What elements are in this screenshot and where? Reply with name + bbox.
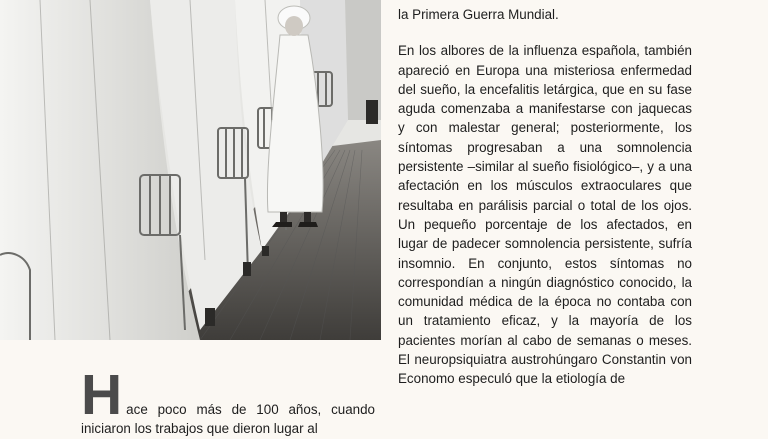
opening-paragraph bbox=[81, 363, 375, 439]
drop-cap: H bbox=[81, 363, 123, 427]
right-text-column bbox=[398, 5, 692, 389]
opening-paragraph-text: ace poco más de 100 años, cuando iniciaron los trabajos que dieron lugar al bbox=[81, 402, 375, 437]
historical-ward-photo bbox=[0, 0, 381, 340]
paragraph-2: En los albores de la influenza española, también apareció en Europa una misteriosa enfermedad del sueño, la encefalitis letárgica, que en su fase aguda comenzaba a manifestarse con jaquecas y con malestar general; posteriormente, los síntomas progresaban a una somnolencia persistente –similar al sueño fisiológico–, y a una afectación en los músculos extraoculares que resultaba en parálisis parcial o total de los ojos. Un pequeño porcentaje de los afectados, en lugar de padecer somnolencia persistente, sufría insomnio. En conjunto, estos síntomas no correspondían a ningún diagnóstico conocido, la comunidad médica de la época no contaba con un tratamiento eficaz, y la mayoría de los pacientes morían al cabo de semanas o meses. El neuropsiquiatra austrohúngaro Constantin von Economo especuló que la etiología de bbox=[398, 43, 692, 387]
paragraph-1: la Primera Guerra Mundial. bbox=[398, 7, 559, 22]
left-text-column bbox=[81, 363, 375, 439]
